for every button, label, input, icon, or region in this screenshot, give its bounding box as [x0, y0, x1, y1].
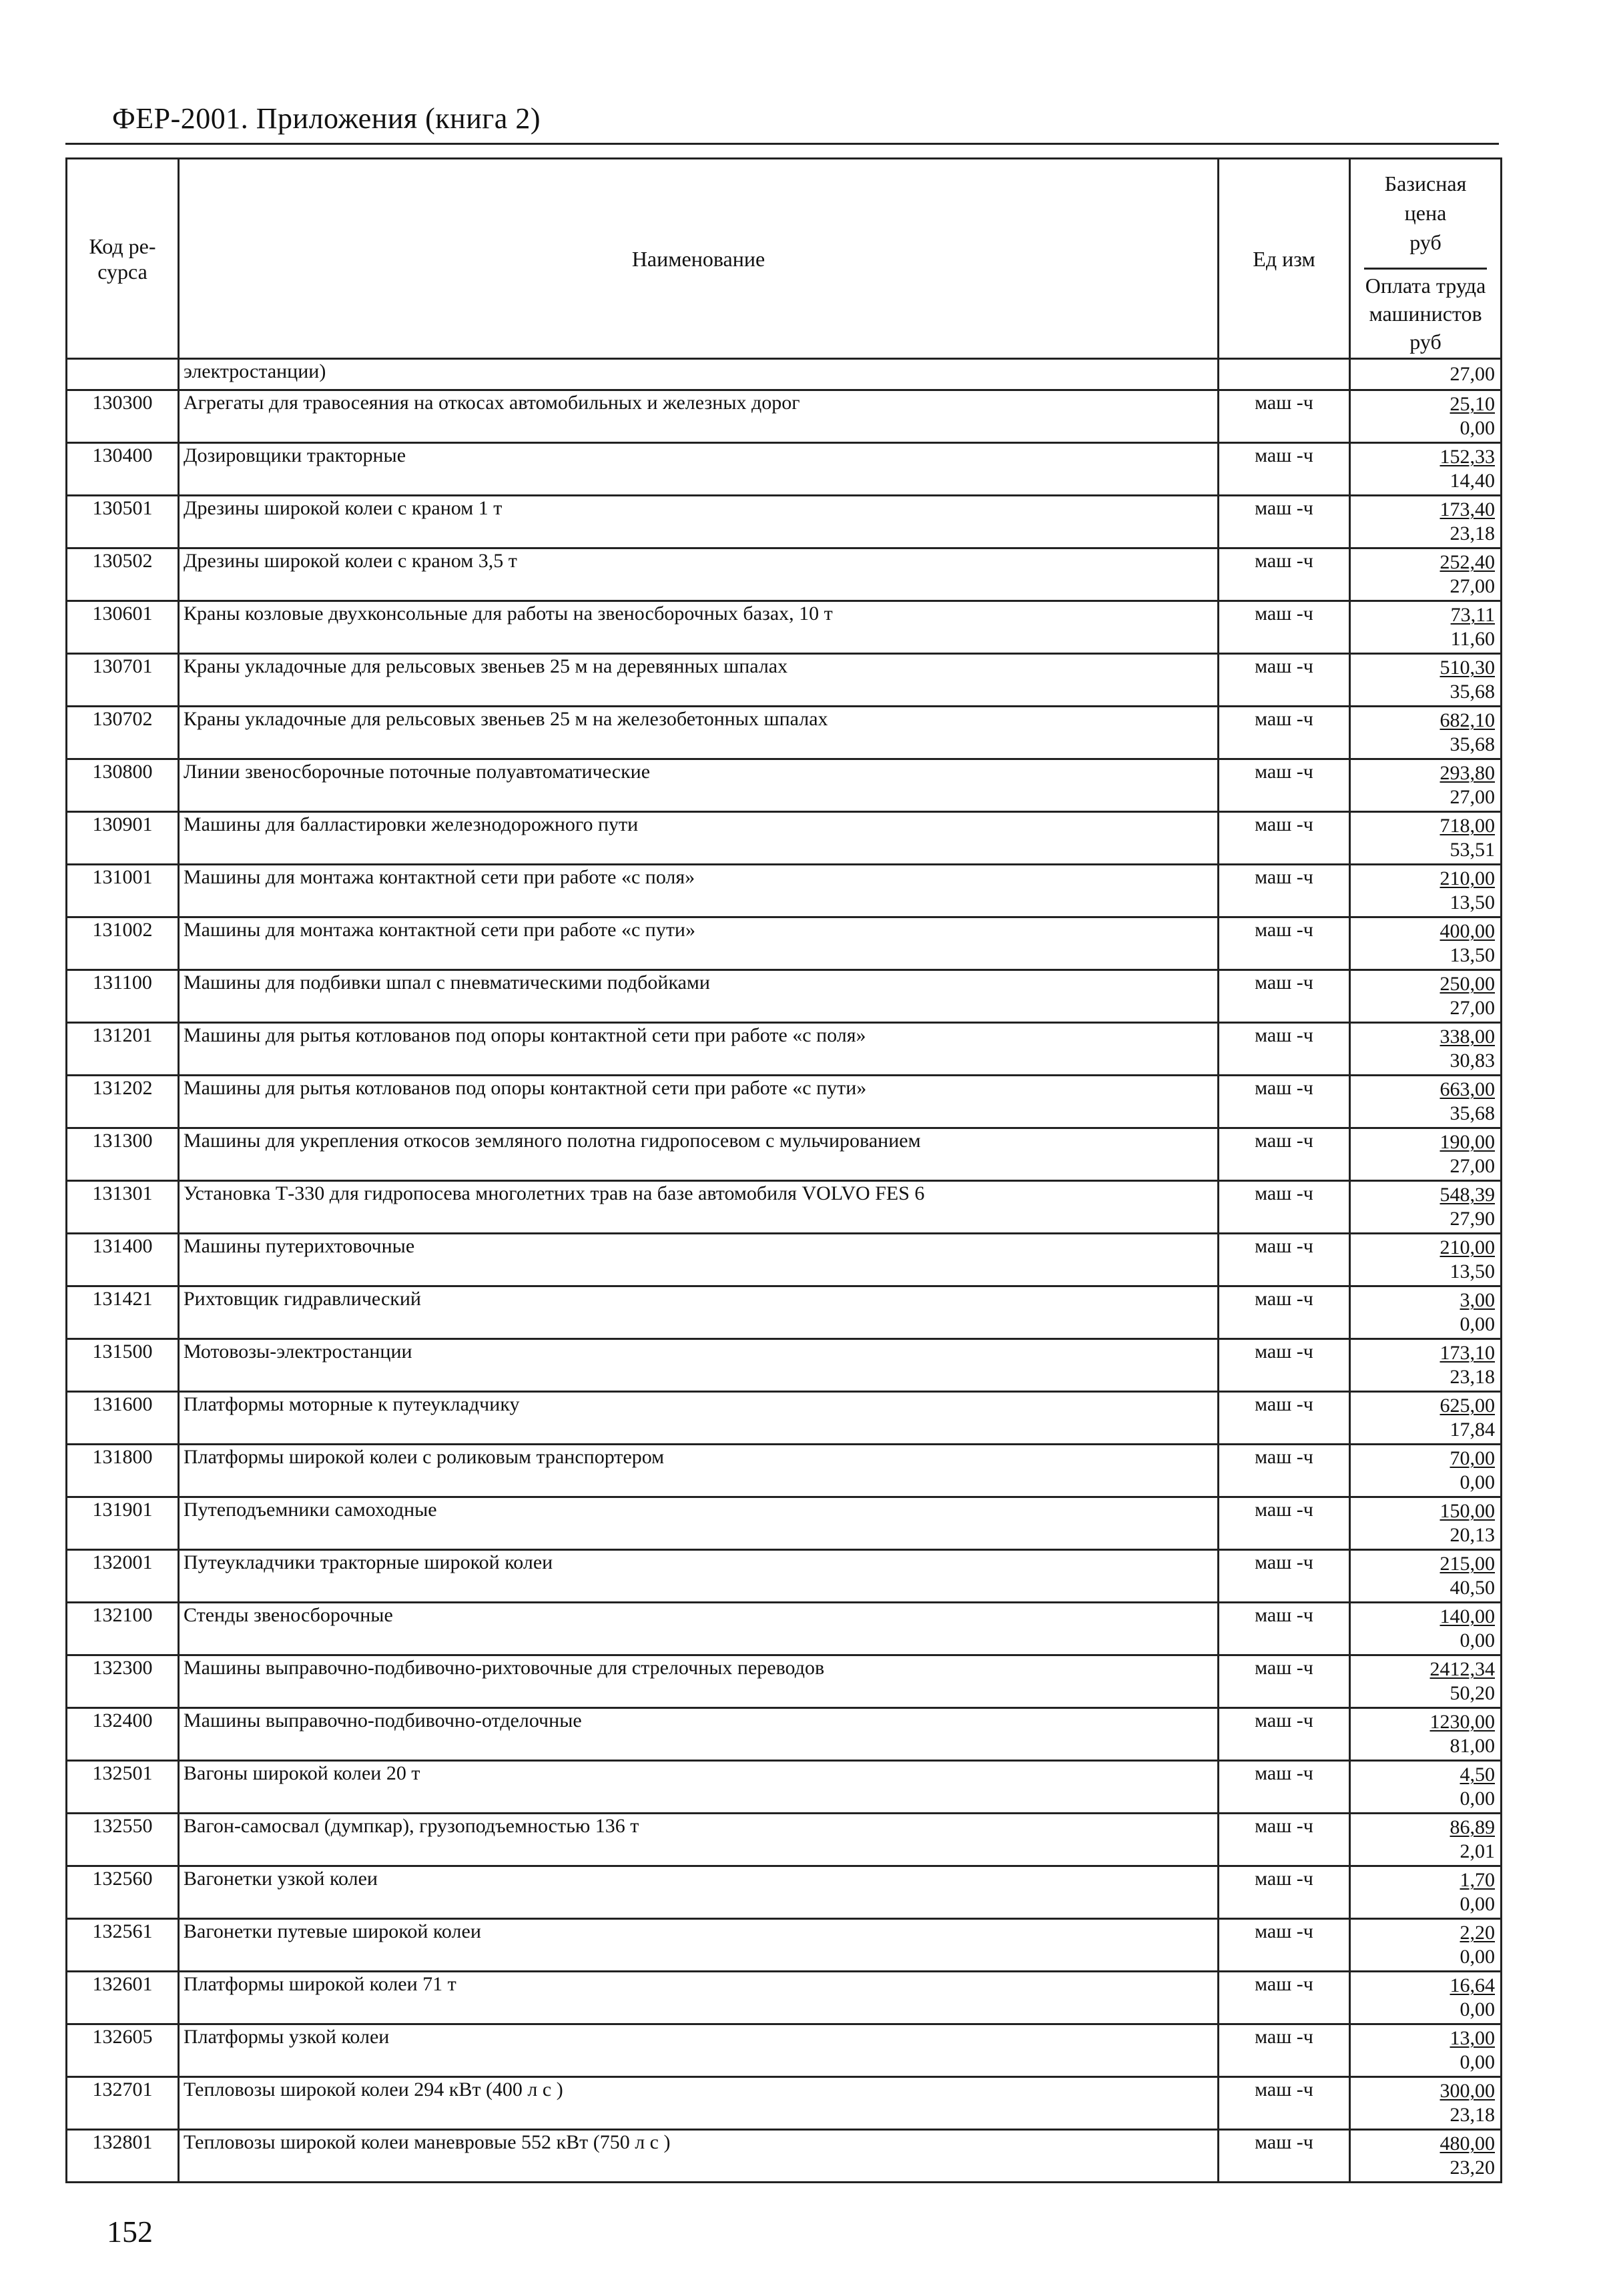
- base-price: 190,00: [1440, 1131, 1495, 1153]
- resource-unit: маш -ч: [1219, 443, 1350, 496]
- resource-code: 132701: [67, 2077, 179, 2130]
- resource-name: Машины выправочно-подбивочно-отделочные: [179, 1708, 1219, 1761]
- resource-code: 131800: [67, 1445, 179, 1497]
- operator-wage: 40,50: [1450, 1577, 1495, 1599]
- resource-unit: маш -ч: [1219, 1972, 1350, 2024]
- operator-wage: 27,00: [1450, 575, 1495, 597]
- resource-name: Дрезины широкой колеи с краном 3,5 т: [179, 548, 1219, 601]
- table-row: [67, 443, 1502, 496]
- resource-name: Стенды звеносборочные: [179, 1603, 1219, 1655]
- table-row: [67, 1708, 1502, 1761]
- continuation-price-cell: [1350, 359, 1502, 390]
- base-price: 2,20: [1460, 1922, 1495, 1944]
- base-price: 510,30: [1440, 657, 1495, 679]
- column-header-code-text: Код ре- сурса: [89, 234, 156, 284]
- price-cell: [1350, 601, 1502, 654]
- header-rule: [65, 143, 1499, 145]
- resource-code: 132100: [67, 1603, 179, 1655]
- operator-wage: 27,00: [1450, 1155, 1495, 1177]
- operator-wage: 23,18: [1450, 1366, 1495, 1388]
- base-price: 73,11: [1450, 604, 1495, 626]
- column-header-price-wage: Оплата труда машинистов руб: [1365, 274, 1486, 354]
- column-header-code: [67, 159, 179, 359]
- resource-unit: маш -ч: [1219, 1392, 1350, 1445]
- resource-code: 130701: [67, 654, 179, 707]
- table-row: [67, 1445, 1502, 1497]
- resource-unit: маш -ч: [1219, 1286, 1350, 1339]
- base-price: 25,10: [1450, 393, 1495, 415]
- resource-name: Машины для подбивки шпал с пневматическими подбойками: [179, 970, 1219, 1023]
- resource-code: 131600: [67, 1392, 179, 1445]
- resource-code: 130300: [67, 390, 179, 443]
- continuation-unit: [1219, 359, 1350, 390]
- operator-wage: 0,00: [1460, 417, 1495, 439]
- operator-wage: 27,90: [1450, 1208, 1495, 1230]
- resource-unit: маш -ч: [1219, 1234, 1350, 1286]
- table-row: [67, 390, 1502, 443]
- base-price: 150,00: [1440, 1500, 1495, 1522]
- table-row: [67, 1339, 1502, 1392]
- operator-wage: 81,00: [1450, 1735, 1495, 1757]
- operator-wage: 11,60: [1450, 628, 1495, 650]
- table-header-row: [67, 159, 1502, 359]
- base-price: 625,00: [1440, 1395, 1495, 1417]
- operator-wage: 2,01: [1460, 1840, 1495, 1862]
- resource-code: 130400: [67, 443, 179, 496]
- continuation-code: [67, 359, 179, 390]
- table-row: [67, 1919, 1502, 1972]
- base-price: 400,00: [1440, 920, 1495, 942]
- price-cell: [1350, 2077, 1502, 2130]
- table-row: [67, 1972, 1502, 2024]
- column-header-price-base: Базисная цена руб: [1384, 171, 1467, 254]
- resource-code: 131421: [67, 1286, 179, 1339]
- resource-unit: маш -ч: [1219, 1445, 1350, 1497]
- table-row: [67, 1761, 1502, 1814]
- resource-table: [65, 157, 1502, 2183]
- operator-wage: 53,51: [1450, 839, 1495, 861]
- price-cell: [1350, 1655, 1502, 1708]
- price-cell: [1350, 496, 1502, 548]
- resource-unit: маш -ч: [1219, 1708, 1350, 1761]
- resource-name: Вагонетки узкой колеи: [179, 1866, 1219, 1919]
- table-row: [67, 865, 1502, 917]
- resource-name: Машины для рытья котлованов под опоры контактной сети при работе «с пути»: [179, 1076, 1219, 1128]
- base-price: 663,00: [1440, 1078, 1495, 1100]
- table-row: [67, 601, 1502, 654]
- price-cell: [1350, 812, 1502, 865]
- resource-code: 130702: [67, 707, 179, 759]
- resource-unit: маш -ч: [1219, 1603, 1350, 1655]
- resource-code: 131300: [67, 1128, 179, 1181]
- operator-wage: 35,68: [1450, 1102, 1495, 1124]
- continuation-row: [67, 359, 1502, 390]
- operator-wage: 13,50: [1450, 1260, 1495, 1282]
- resource-code: 132605: [67, 2024, 179, 2077]
- resource-code: 131001: [67, 865, 179, 917]
- base-price: 173,40: [1440, 498, 1495, 520]
- operator-wage: 0,00: [1460, 1998, 1495, 2020]
- resource-unit: маш -ч: [1219, 707, 1350, 759]
- resource-unit: маш -ч: [1219, 390, 1350, 443]
- resource-name: Краны укладочные для рельсовых звеньев 25 м на железобетонных шпалах: [179, 707, 1219, 759]
- resource-unit: маш -ч: [1219, 1655, 1350, 1708]
- table-row: [67, 970, 1502, 1023]
- resource-name: Путеукладчики тракторные широкой колеи: [179, 1550, 1219, 1603]
- price-cell: [1350, 1708, 1502, 1761]
- resource-unit: маш -ч: [1219, 2130, 1350, 2183]
- column-header-name-text: Наименование: [631, 246, 765, 271]
- table-row: [67, 1286, 1502, 1339]
- operator-wage: 0,00: [1460, 1893, 1495, 1915]
- price-cell: [1350, 1286, 1502, 1339]
- resource-code: 131202: [67, 1076, 179, 1128]
- price-cell: [1350, 2130, 1502, 2183]
- resource-name: Мотовозы-электростанции: [179, 1339, 1219, 1392]
- table-row: [67, 812, 1502, 865]
- operator-wage: 35,68: [1450, 733, 1495, 755]
- table-row: [67, 1866, 1502, 1919]
- operator-wage: 13,50: [1450, 944, 1495, 966]
- resource-name: Краны укладочные для рельсовых звеньев 25 м на деревянных шпалах: [179, 654, 1219, 707]
- resource-name: Машины для балластировки железнодорожного пути: [179, 812, 1219, 865]
- resource-name: Машины для рытья котлованов под опоры контактной сети при работе «с поля»: [179, 1023, 1219, 1076]
- base-price: 86,89: [1450, 1816, 1495, 1838]
- resource-name: Рихтовщик гидравлический: [179, 1286, 1219, 1339]
- base-price: 210,00: [1440, 867, 1495, 889]
- price-cell: [1350, 1445, 1502, 1497]
- table-row: [67, 1655, 1502, 1708]
- base-price: 250,00: [1440, 973, 1495, 995]
- column-header-name: [179, 159, 1219, 359]
- operator-wage: 0,00: [1460, 1946, 1495, 1968]
- base-price: 173,10: [1440, 1342, 1495, 1364]
- base-price: 338,00: [1440, 1026, 1495, 1048]
- resource-code: 130901: [67, 812, 179, 865]
- base-price: 3,00: [1460, 1289, 1495, 1311]
- price-cell: [1350, 865, 1502, 917]
- resource-code: 132801: [67, 2130, 179, 2183]
- resource-unit: маш -ч: [1219, 1814, 1350, 1866]
- price-cell: [1350, 759, 1502, 812]
- resource-code: 132550: [67, 1814, 179, 1866]
- price-cell: [1350, 1550, 1502, 1603]
- resource-unit: маш -ч: [1219, 759, 1350, 812]
- resource-code: 132501: [67, 1761, 179, 1814]
- operator-wage: 13,50: [1450, 891, 1495, 913]
- column-header-unit-text: Ед изм: [1253, 246, 1315, 271]
- continuation-name: электростанции): [179, 359, 1219, 390]
- resource-name: Линии звеносборочные поточные полуавтоматические: [179, 759, 1219, 812]
- resource-code: 132601: [67, 1972, 179, 2024]
- resource-code: 131201: [67, 1023, 179, 1076]
- resource-name: Платформы моторные к путеукладчику: [179, 1392, 1219, 1445]
- price-cell: [1350, 1339, 1502, 1392]
- resource-unit: маш -ч: [1219, 970, 1350, 1023]
- table-row: [67, 917, 1502, 970]
- page-number: 152: [107, 2215, 153, 2249]
- price-cell: [1350, 443, 1502, 496]
- operator-wage: 20,13: [1450, 1524, 1495, 1546]
- resource-code: 131301: [67, 1181, 179, 1234]
- resource-name: Машины для монтажа контактной сети при работе «с пути»: [179, 917, 1219, 970]
- resource-code: 131100: [67, 970, 179, 1023]
- resource-code: 131002: [67, 917, 179, 970]
- resource-unit: маш -ч: [1219, 1339, 1350, 1392]
- resource-name: Машины путерихтовочные: [179, 1234, 1219, 1286]
- resource-name: Вагон-самосвал (думпкар), грузоподъемностью 136 т: [179, 1814, 1219, 1866]
- table-row: [67, 1234, 1502, 1286]
- resource-name: Платформы узкой колеи: [179, 2024, 1219, 2077]
- resource-code: 132560: [67, 1866, 179, 1919]
- resource-code: 131500: [67, 1339, 179, 1392]
- table-row: [67, 1023, 1502, 1076]
- resource-unit: маш -ч: [1219, 2077, 1350, 2130]
- table-row: [67, 1497, 1502, 1550]
- price-cell: [1350, 2024, 1502, 2077]
- base-price: 300,00: [1440, 2080, 1495, 2102]
- table-row: [67, 1181, 1502, 1234]
- resource-code: 131901: [67, 1497, 179, 1550]
- resource-unit: маш -ч: [1219, 1761, 1350, 1814]
- resource-unit: маш -ч: [1219, 865, 1350, 917]
- price-cell: [1350, 1497, 1502, 1550]
- continuation-price: 27,00: [1450, 363, 1495, 385]
- price-cell: [1350, 1814, 1502, 1866]
- price-cell: [1350, 1603, 1502, 1655]
- base-price: 293,80: [1440, 762, 1495, 784]
- table-row: [67, 548, 1502, 601]
- base-price: 16,64: [1450, 1974, 1495, 1996]
- base-price: 2412,34: [1429, 1658, 1495, 1680]
- resource-code: 130601: [67, 601, 179, 654]
- resource-unit: маш -ч: [1219, 1550, 1350, 1603]
- resource-code: 130502: [67, 548, 179, 601]
- operator-wage: 27,00: [1450, 997, 1495, 1019]
- resource-name: Тепловозы широкой колеи маневровые 552 кВт (750 л с ): [179, 2130, 1219, 2183]
- base-price: 70,00: [1450, 1447, 1495, 1469]
- operator-wage: 30,83: [1450, 1050, 1495, 1072]
- page-title: ФЕР-2001. Приложения (книга 2): [112, 102, 541, 135]
- operator-wage: 0,00: [1460, 1629, 1495, 1651]
- table-row: [67, 654, 1502, 707]
- operator-wage: 23,18: [1450, 2104, 1495, 2126]
- resource-unit: маш -ч: [1219, 654, 1350, 707]
- resource-unit: маш -ч: [1219, 601, 1350, 654]
- resource-code: 132400: [67, 1708, 179, 1761]
- resource-code: 130501: [67, 496, 179, 548]
- price-cell: [1350, 1761, 1502, 1814]
- resource-name: Платформы широкой колеи с роликовым транспортером: [179, 1445, 1219, 1497]
- operator-wage: 0,00: [1460, 1471, 1495, 1493]
- resource-name: Установка Т-330 для гидропосева многолетних трав на базе автомобиля VOLVO FES 6: [179, 1181, 1219, 1234]
- operator-wage: 27,00: [1450, 786, 1495, 808]
- base-price: 252,40: [1440, 551, 1495, 573]
- price-cell: [1350, 707, 1502, 759]
- resource-unit: маш -ч: [1219, 812, 1350, 865]
- resource-name: Машины выправочно-подбивочно-рихтовочные для стрелочных переводов: [179, 1655, 1219, 1708]
- table-row: [67, 1076, 1502, 1128]
- price-cell: [1350, 970, 1502, 1023]
- resource-name: Машины для монтажа контактной сети при работе «с поля»: [179, 865, 1219, 917]
- resource-code: 131400: [67, 1234, 179, 1286]
- price-cell: [1350, 1866, 1502, 1919]
- price-cell: [1350, 1023, 1502, 1076]
- base-price: 480,00: [1440, 2133, 1495, 2155]
- base-price: 548,39: [1440, 1184, 1495, 1206]
- operator-wage: 50,20: [1450, 1682, 1495, 1704]
- operator-wage: 23,18: [1450, 522, 1495, 544]
- table-row: [67, 1392, 1502, 1445]
- table-row: [67, 1603, 1502, 1655]
- table-row: [67, 1814, 1502, 1866]
- operator-wage: 0,00: [1460, 2051, 1495, 2073]
- column-header-divider: [1364, 268, 1487, 270]
- price-cell: [1350, 917, 1502, 970]
- resource-unit: маш -ч: [1219, 1128, 1350, 1181]
- operator-wage: 17,84: [1450, 1419, 1495, 1441]
- price-cell: [1350, 1919, 1502, 1972]
- base-price: 152,33: [1440, 446, 1495, 468]
- price-cell: [1350, 390, 1502, 443]
- base-price: 682,10: [1440, 709, 1495, 731]
- resource-name: Вагоны широкой колеи 20 т: [179, 1761, 1219, 1814]
- base-price: 140,00: [1440, 1605, 1495, 1627]
- base-price: 1230,00: [1429, 1711, 1495, 1733]
- base-price: 4,50: [1460, 1764, 1495, 1786]
- operator-wage: 35,68: [1450, 681, 1495, 703]
- column-header-price: [1350, 159, 1502, 359]
- column-header-unit: [1219, 159, 1350, 359]
- price-cell: [1350, 654, 1502, 707]
- table-row: [67, 759, 1502, 812]
- resource-unit: маш -ч: [1219, 917, 1350, 970]
- operator-wage: 23,20: [1450, 2157, 1495, 2179]
- resource-unit: маш -ч: [1219, 1866, 1350, 1919]
- resource-name: Тепловозы широкой колеи 294 кВт (400 л с ): [179, 2077, 1219, 2130]
- operator-wage: 14,40: [1450, 470, 1495, 492]
- price-cell: [1350, 548, 1502, 601]
- price-cell: [1350, 1234, 1502, 1286]
- table-row: [67, 2130, 1502, 2183]
- resource-code: 132561: [67, 1919, 179, 1972]
- price-cell: [1350, 1392, 1502, 1445]
- table-row: [67, 496, 1502, 548]
- table-row: [67, 2077, 1502, 2130]
- table-row: [67, 1550, 1502, 1603]
- resource-unit: маш -ч: [1219, 2024, 1350, 2077]
- operator-wage: 0,00: [1460, 1313, 1495, 1335]
- resource-code: 130800: [67, 759, 179, 812]
- price-cell: [1350, 1076, 1502, 1128]
- resource-unit: маш -ч: [1219, 496, 1350, 548]
- resource-name: Краны козловые двухконсольные для работы на звеносборочных базах, 10 т: [179, 601, 1219, 654]
- resource-unit: маш -ч: [1219, 548, 1350, 601]
- table-row: [67, 1128, 1502, 1181]
- resource-unit: маш -ч: [1219, 1076, 1350, 1128]
- operator-wage: 0,00: [1460, 1788, 1495, 1810]
- resource-name: Вагонетки путевые широкой колеи: [179, 1919, 1219, 1972]
- price-cell: [1350, 1128, 1502, 1181]
- resource-code: 132300: [67, 1655, 179, 1708]
- resource-name: Машины для укрепления откосов земляного полотна гидропосевом с мульчированием: [179, 1128, 1219, 1181]
- resource-name: Путеподъемники самоходные: [179, 1497, 1219, 1550]
- resource-name: Платформы широкой колеи 71 т: [179, 1972, 1219, 2024]
- base-price: 210,00: [1440, 1236, 1495, 1258]
- base-price: 215,00: [1440, 1553, 1495, 1575]
- resource-unit: маш -ч: [1219, 1919, 1350, 1972]
- resource-name: Дрезины широкой колеи с краном 1 т: [179, 496, 1219, 548]
- table-row: [67, 707, 1502, 759]
- price-cell: [1350, 1181, 1502, 1234]
- base-price: 13,00: [1450, 2027, 1495, 2049]
- resource-name: Дозировщики тракторные: [179, 443, 1219, 496]
- table-row: [67, 2024, 1502, 2077]
- resource-unit: маш -ч: [1219, 1497, 1350, 1550]
- resource-unit: маш -ч: [1219, 1023, 1350, 1076]
- resource-unit: маш -ч: [1219, 1181, 1350, 1234]
- resource-name: Агрегаты для травосеяния на откосах автомобильных и железных дорог: [179, 390, 1219, 443]
- price-cell: [1350, 1972, 1502, 2024]
- resource-code: 132001: [67, 1550, 179, 1603]
- base-price: 1,70: [1460, 1869, 1495, 1891]
- base-price: 718,00: [1440, 815, 1495, 837]
